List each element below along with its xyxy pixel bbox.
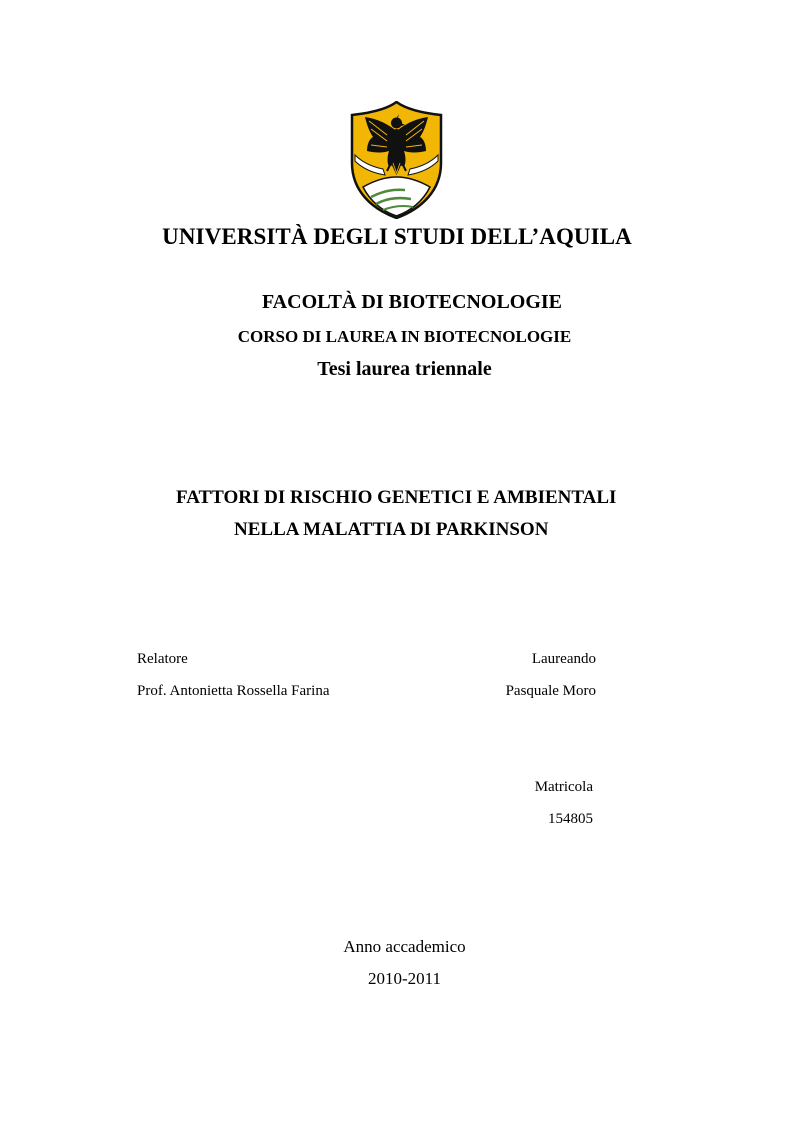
course-name: CORSO DI LAUREA IN BIOTECNOLOGIE — [237, 327, 572, 346]
relatore-label: Relatore — [137, 651, 188, 667]
academic-year-value: 2010-2011 — [367, 969, 442, 988]
university-crest-icon — [349, 101, 444, 219]
laureando-name: Pasquale Moro — [505, 683, 596, 699]
faculty-name: FACOLTÀ DI BIOTECNOLOGIE — [261, 291, 563, 313]
thesis-title-line-1: FATTORI DI RISCHIO GENETICI E AMBIENTALI — [176, 487, 617, 508]
thesis-type: Tesi laurea triennale — [317, 358, 492, 380]
laureando-label: Laureando — [531, 651, 596, 667]
academic-year-label: Anno accademico — [343, 937, 466, 956]
matricola-value: 154805 — [548, 811, 593, 827]
matricola-label: Matricola — [534, 779, 593, 795]
relatore-name: Prof. Antonietta Rossella Farina — [137, 683, 330, 699]
thesis-title-line-2: NELLA MALATTIA DI PARKINSON — [234, 519, 549, 540]
university-name: UNIVERSITÀ DEGLI STUDI DELL’AQUILA — [162, 224, 632, 249]
